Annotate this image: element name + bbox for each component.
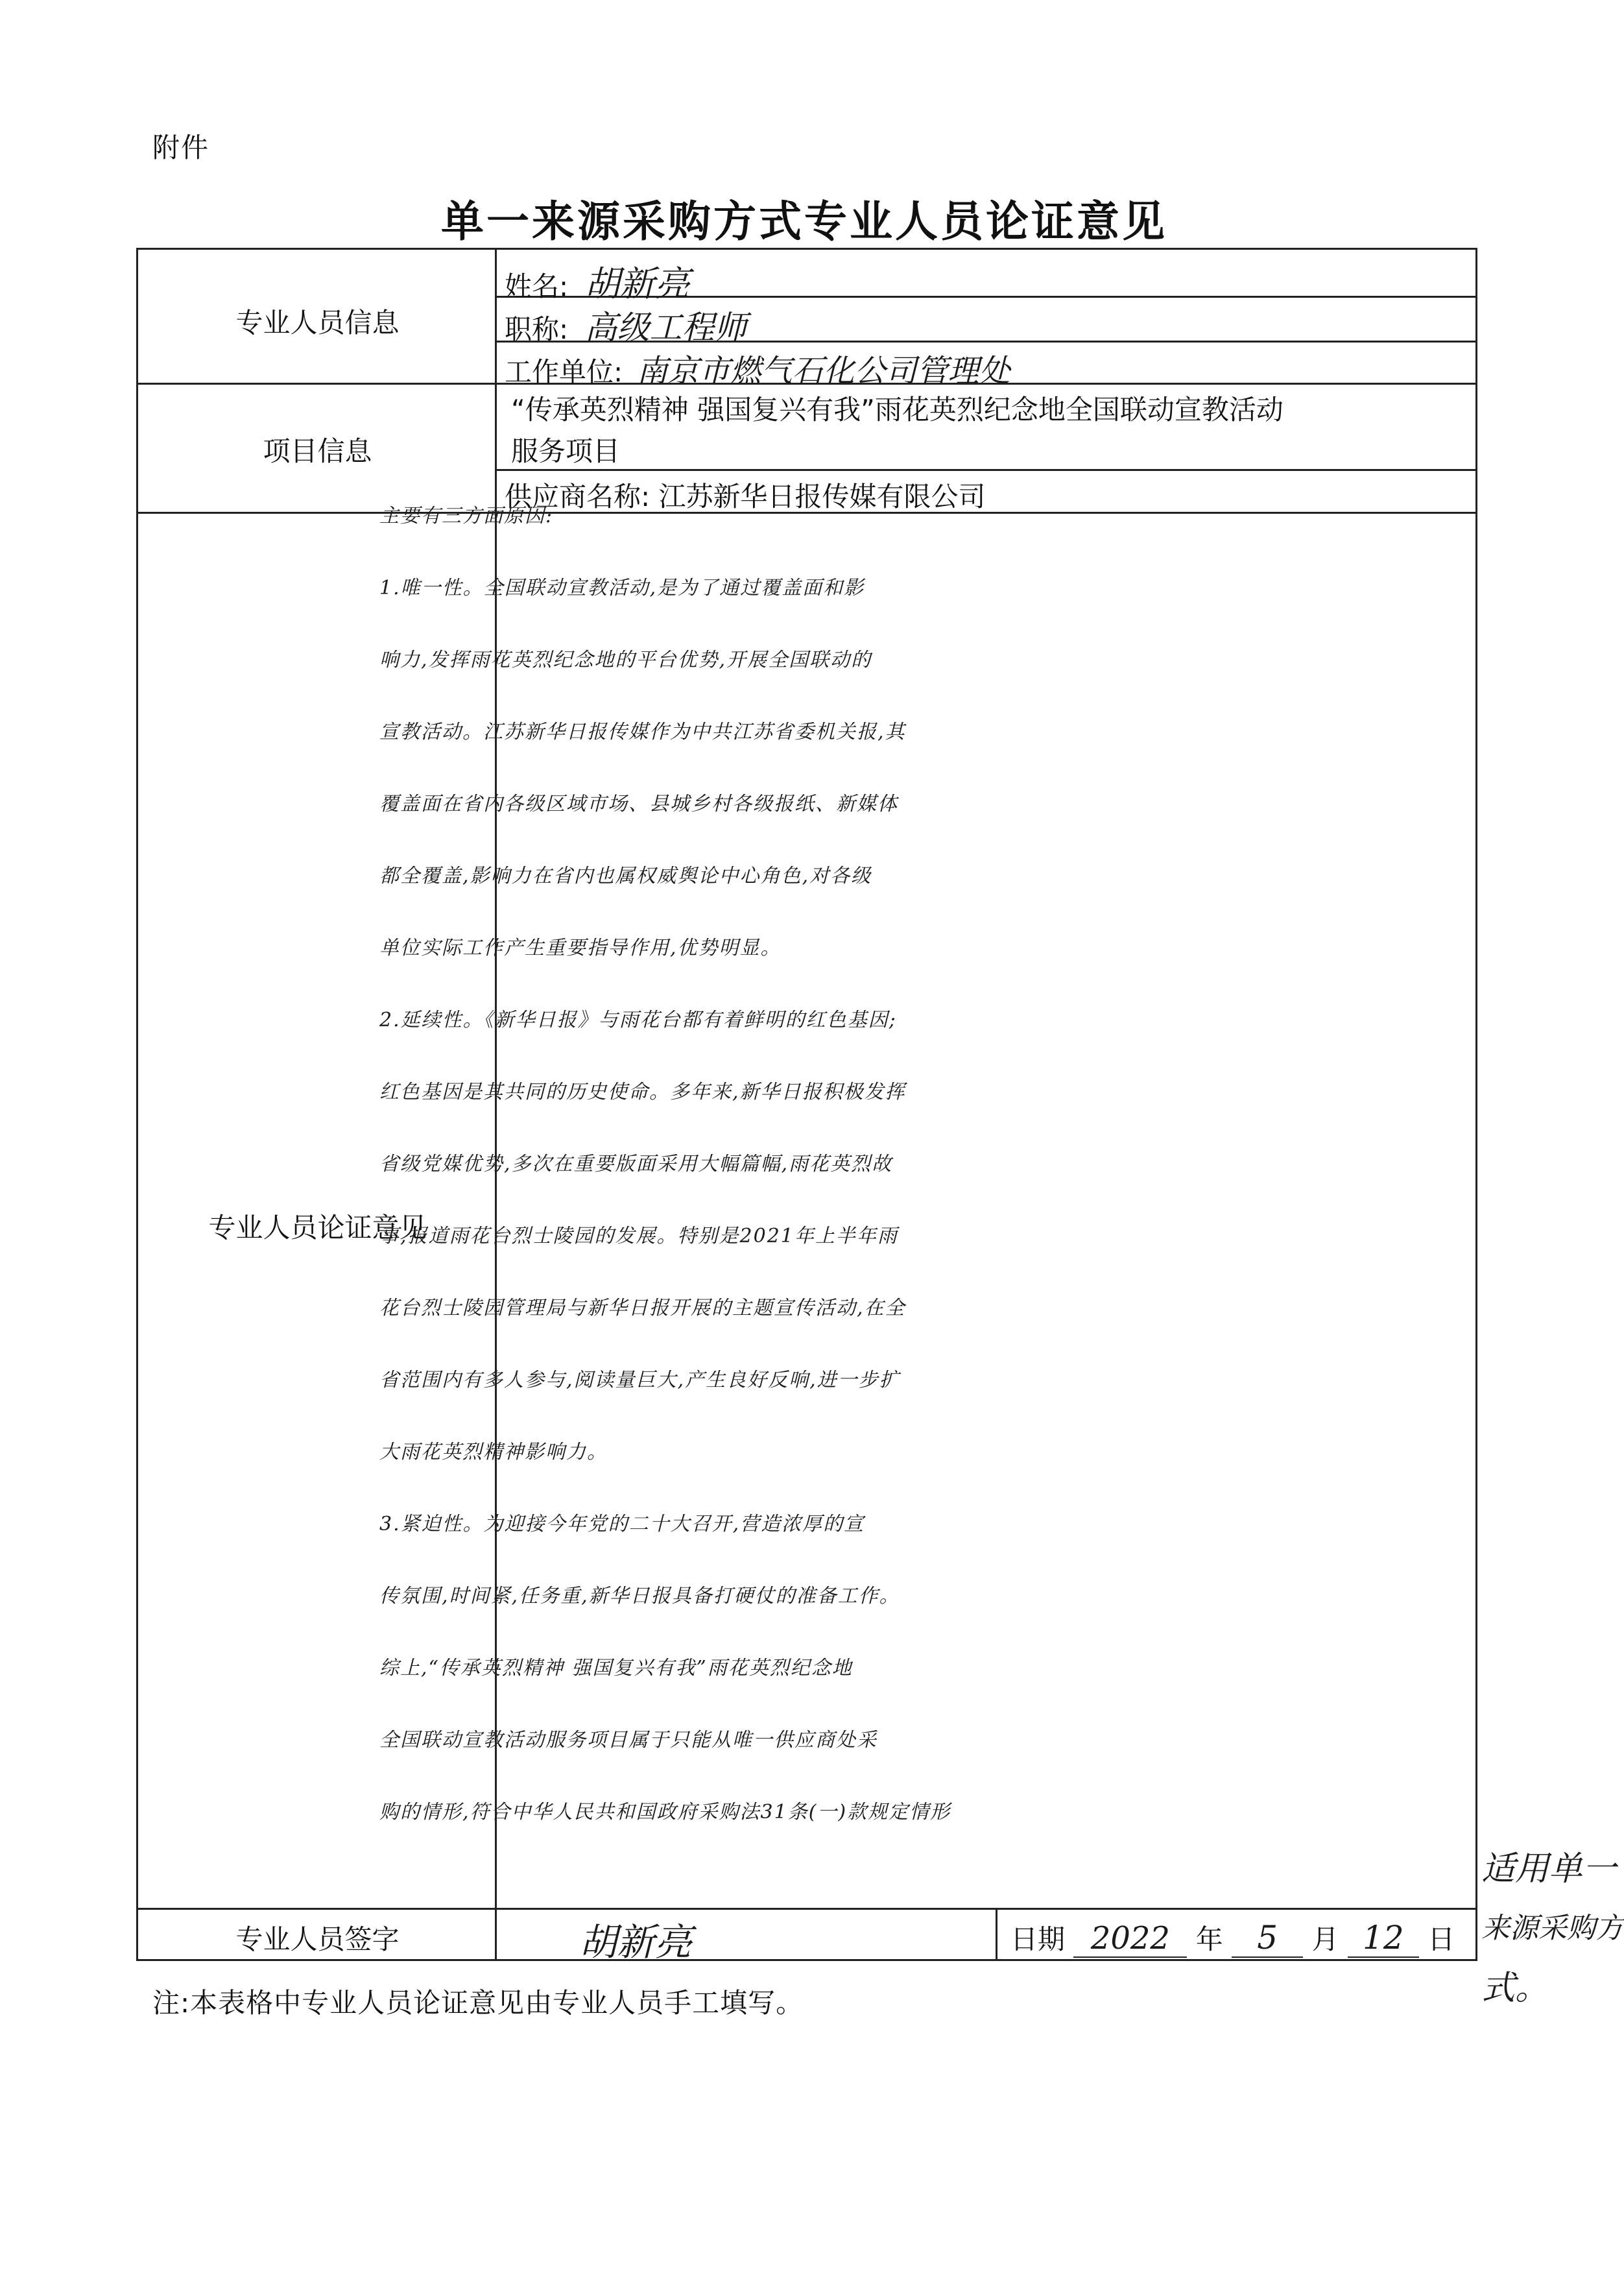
- opinion-line: 响力,发挥雨花英烈纪念地的平台优势,开展全国联动的: [379, 649, 872, 671]
- row-divider: [497, 469, 1477, 471]
- opinion-line: 2.延续性。《新华日报》与雨花台都有着鲜明的红色基因;: [379, 1009, 897, 1031]
- opinion-line: 事,报道雨花台烈士陵园的发展。特别是2021年上半年雨: [379, 1225, 898, 1247]
- employer-value: 南京市燃气石化公司管理处: [636, 353, 1010, 389]
- date-day-unit: 日: [1427, 1923, 1455, 1955]
- opinion-line: 花台烈士陵园管理局与新华日报开展的主题宣传活动,在全: [379, 1297, 906, 1319]
- opinion-line: 省范围内有多人参与,阅读量巨大,产生良好反响,进一步扩: [379, 1369, 900, 1391]
- supplier-label: 供应商名称:: [505, 481, 651, 512]
- margin-note-line: 式。: [1481, 1969, 1549, 2008]
- opinion-line: 传氛围,时间紧,任务重,新华日报具备打硬仗的准备工作。: [379, 1585, 900, 1607]
- opinion-line: 覆盖面在省内各级区域市场、县城乡村各级报纸、新媒体: [379, 793, 898, 815]
- project-name-line-1: “传承英烈精神 强国复兴有我”雨花英烈纪念地全国联动宣教活动: [511, 394, 1284, 426]
- date-row: [1010, 1918, 1455, 1958]
- opinion-line: 省级党媒优势,多次在重要版面采用大幅篇幅,雨花英烈故: [379, 1153, 893, 1175]
- opinion-line: 都全覆盖,影响力在省内也属权威舆论中心角色,对各级: [379, 865, 872, 887]
- margin-note-line: 适用单一: [1481, 1849, 1617, 1888]
- page-title: 单一来源采购方式专业人员论证意见: [441, 197, 1167, 247]
- name-value: 胡新亮: [584, 263, 690, 304]
- footnote: 注:本表格中专业人员论证意见由专业人员手工填写。: [152, 1987, 804, 2019]
- employer-row: [505, 346, 1010, 391]
- project-info-label: 项目信息: [263, 435, 372, 467]
- signature-value: 胡新亮: [579, 1920, 693, 1964]
- row-divider: [138, 1908, 1477, 1910]
- title-label: 职称:: [505, 313, 569, 345]
- opinion-line: 综上,“传承英烈精神 强国复兴有我”雨花英烈纪念地: [379, 1657, 853, 1679]
- project-name-line-2: 服务项目: [511, 435, 621, 467]
- attachment-label: 附件: [152, 132, 210, 163]
- margin-note-line: 来源采购方: [1481, 1912, 1624, 1945]
- opinion-line: 购的情形,符合中华人民共和国政府采购法31条(一)款规定情形: [379, 1801, 951, 1824]
- opinion-line: 主要有三方面原因:: [379, 505, 554, 527]
- opinion-line: 单位实际工作产生重要指导作用,优势明显。: [379, 937, 782, 959]
- employer-label: 工作单位:: [505, 356, 623, 388]
- opinion-label: 专业人员论证意见: [208, 1212, 427, 1244]
- date-year: 2022: [1073, 1920, 1187, 1958]
- name-label: 姓名:: [505, 271, 569, 302]
- opinion-line: 宣教活动。江苏新华日报传媒作为中共江苏省委机关报,其: [379, 721, 906, 743]
- date-day: 12: [1348, 1919, 1419, 1958]
- title-value: 高级工程师: [584, 309, 747, 346]
- margin-note: [1481, 1839, 1624, 2018]
- opinion-line: 3.紧迫性。为迎接今年党的二十大召开,营造浓厚的宣: [379, 1513, 865, 1535]
- date-year-unit: 年: [1195, 1923, 1223, 1955]
- expert-info-label: 专业人员信息: [235, 307, 400, 339]
- opinion-text: [379, 480, 1475, 1848]
- date-label: 日期: [1010, 1923, 1066, 1955]
- date-month-unit: 月: [1311, 1923, 1339, 1955]
- opinion-line: 全国联动宣教活动服务项目属于只能从唯一供应商处采: [379, 1729, 878, 1751]
- supplier-value: 江苏新华日报传媒有限公司: [658, 481, 986, 512]
- opinion-line: 红色基因是其共同的历史使命。多年来,新华日报积极发挥: [379, 1081, 906, 1103]
- signature-label: 专业人员签字: [235, 1923, 400, 1955]
- name-row: [505, 256, 690, 306]
- opinion-line: 1.唯一性。全国联动宣教活动,是为了通过覆盖面和影: [379, 577, 865, 599]
- title-row: [505, 302, 747, 348]
- opinion-line: 大雨花英烈精神影响力。: [379, 1441, 608, 1463]
- date-month: 5: [1232, 1919, 1303, 1958]
- signature-divider: [996, 1908, 997, 1961]
